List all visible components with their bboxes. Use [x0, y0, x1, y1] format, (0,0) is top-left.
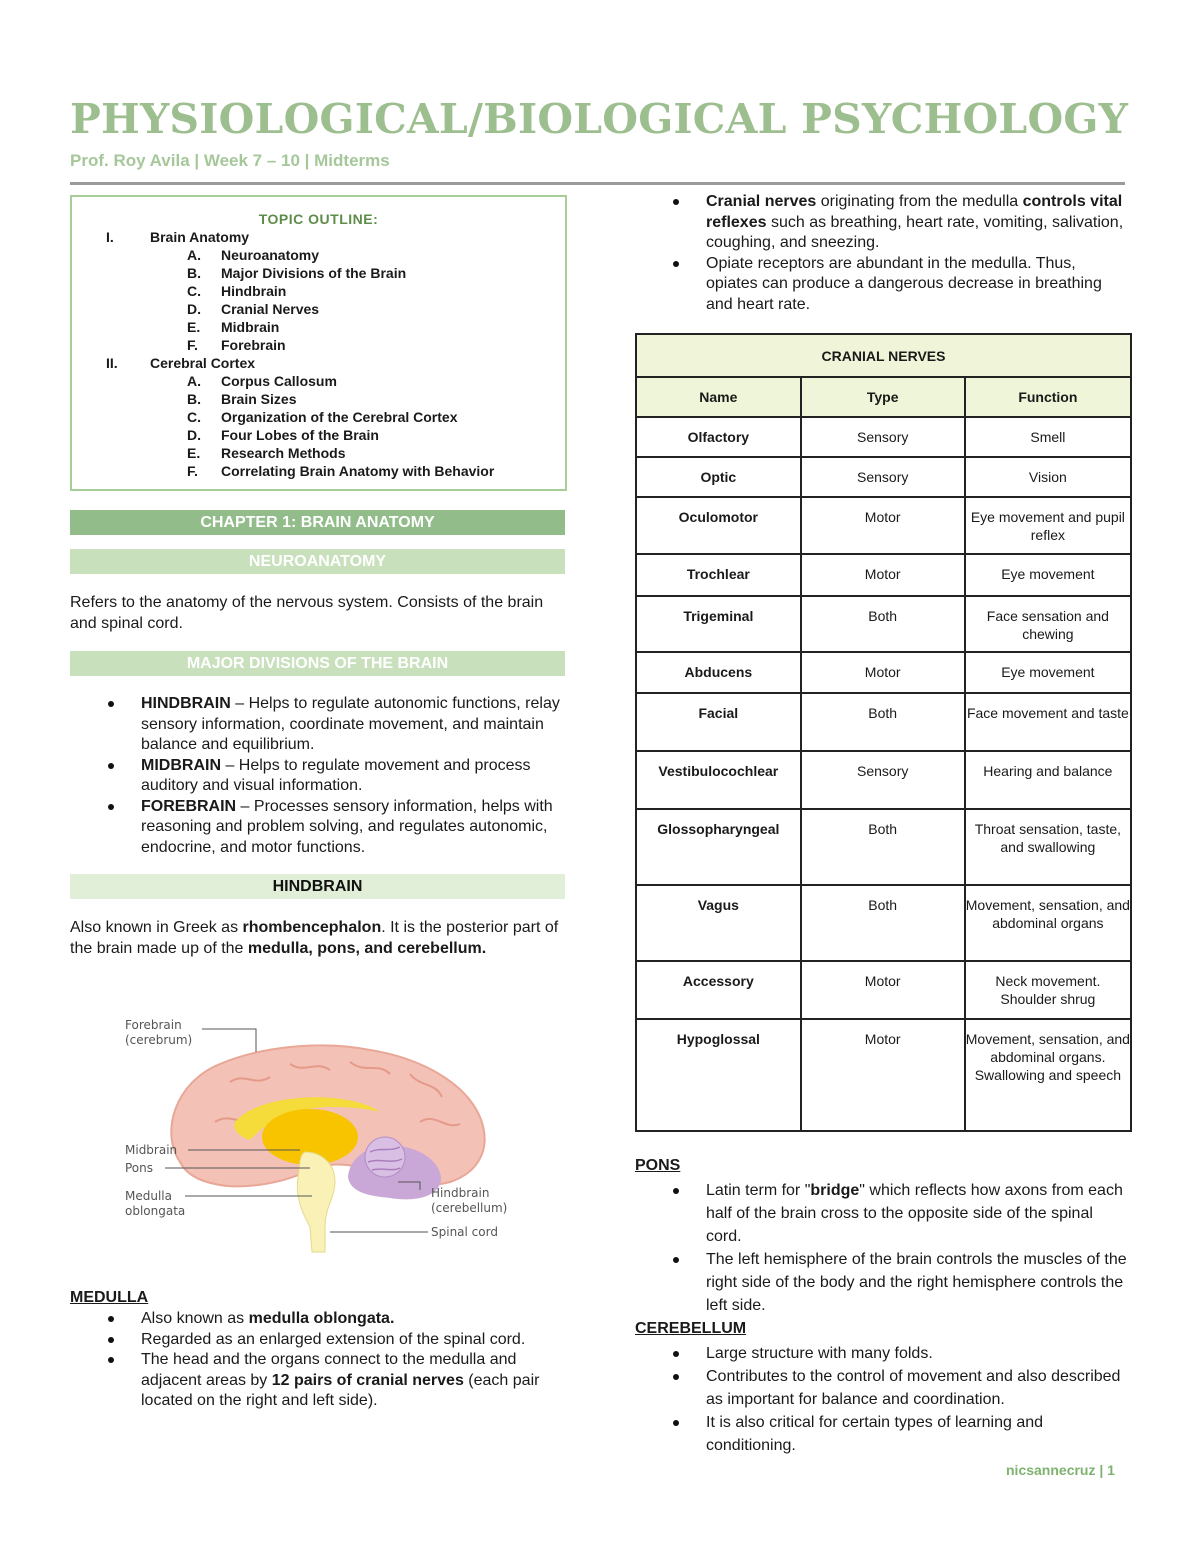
- table-row: [636, 652, 1131, 693]
- page-title: PHYSIOLOGICAL/BIOLOGICAL PSYCHOLOGY: [70, 95, 1129, 143]
- cereb-b2-text: Contributes to the control of movement and also described as important for balance and coordination.: [706, 1368, 1121, 1408]
- cell-function: Eye movement: [965, 554, 1131, 596]
- cell-type: Motor: [801, 497, 965, 554]
- bullet-icon: [673, 1420, 679, 1426]
- outline-item-label: Research Methods: [221, 445, 346, 461]
- brain-diagram: [120, 1012, 530, 1262]
- cell-function: Neck movement. Shoulder shrug: [965, 961, 1131, 1019]
- cerebellum-core: [365, 1137, 405, 1177]
- cell-name: Accessory: [636, 961, 801, 1019]
- bullet-icon: [673, 1188, 679, 1194]
- hindbrain-banner: HINDBRAIN: [70, 874, 565, 899]
- table-row: [636, 596, 1131, 652]
- bullet-icon: [673, 1351, 679, 1357]
- pons-b1-post: " which reflects how axons from each half of the brain cross to the opposite side of the spinal cord.: [706, 1182, 1123, 1245]
- header-divider: [70, 182, 1125, 185]
- cell-name: Trochlear: [636, 554, 801, 596]
- cell-type: Both: [801, 809, 965, 885]
- fig-label-cerebellum: (cerebellum): [431, 1201, 508, 1215]
- medulla-b1-bold: medulla oblongata.: [248, 1310, 395, 1327]
- bullet-icon: [108, 1316, 114, 1322]
- list-item: [706, 1342, 1128, 1365]
- list-item: [706, 192, 1128, 254]
- fig-label-forebrain: Forebrain: [125, 1018, 182, 1032]
- cereb-b3-text: It is also critical for certain types of learning and conditioning.: [706, 1414, 1044, 1454]
- major-divisions-banner: MAJOR DIVISIONS OF THE BRAIN: [70, 651, 565, 676]
- cell-type: Both: [801, 596, 965, 652]
- cell-function: Movement, sensation, and abdominal organs. Swallowing and speech: [965, 1019, 1131, 1131]
- bullet-icon: [673, 1374, 679, 1380]
- cell-type: Motor: [801, 554, 965, 596]
- cell-function: Eye movement and pupil reflex: [965, 497, 1131, 554]
- chapter-banner: CHAPTER 1: BRAIN ANATOMY: [70, 510, 565, 535]
- divisions-list: [141, 694, 566, 858]
- cell-name: Vestibulocochlear: [636, 751, 801, 809]
- brain-diagram-svg: [120, 1012, 530, 1262]
- table-row: [636, 751, 1131, 809]
- cell-type: Sensory: [801, 457, 965, 497]
- medulla-b2-text: Regarded as an enlarged extension of the spinal cord.: [141, 1330, 526, 1348]
- table-header-function: Function: [965, 377, 1131, 417]
- medulla-b3-bold: 12 pairs of cranial nerves: [271, 1371, 464, 1389]
- hindbrain-text: [70, 917, 565, 959]
- outline-item-num: E.: [187, 319, 201, 335]
- fig-label-hindbrain: Hindbrain: [431, 1186, 490, 1200]
- table-row: [636, 961, 1131, 1019]
- pons-b1-bold: bridge: [810, 1182, 860, 1199]
- medulla-heading: MEDULLA: [70, 1289, 149, 1306]
- bullet-icon: [108, 1357, 114, 1363]
- cell-name: Vagus: [636, 885, 801, 961]
- cell-function: Eye movement: [965, 652, 1131, 693]
- outline-item-label: Correlating Brain Anatomy with Behavior: [221, 463, 495, 479]
- cell-function: Vision: [965, 457, 1131, 497]
- outline-item-label: Hindbrain: [221, 283, 287, 299]
- table-row: [636, 554, 1131, 596]
- cereb-b1-text: Large structure with many folds.: [706, 1345, 933, 1362]
- hindbrain-term: rhombencephalon: [242, 919, 382, 936]
- outline-item-label: Cranial Nerves: [221, 301, 320, 317]
- outline-item-num: E.: [187, 445, 201, 461]
- bullet-icon: [673, 261, 679, 267]
- list-item: [141, 756, 566, 797]
- cell-name: Glossopharyngeal: [636, 809, 801, 885]
- list-item: [141, 1330, 566, 1351]
- cranial-b1-mid: originating from the medulla: [816, 193, 1023, 210]
- table-row: [636, 497, 1131, 554]
- outline-item-label: Forebrain: [221, 337, 286, 353]
- outline-item-num: D.: [187, 301, 201, 317]
- cranial-intro-list: [706, 192, 1128, 315]
- fig-label-midbrain: Midbrain: [125, 1143, 178, 1157]
- medulla-list: [141, 1309, 566, 1412]
- outline-section-label: Brain Anatomy: [150, 229, 250, 245]
- list-item: [706, 254, 1128, 316]
- outline-item-num: D.: [187, 427, 201, 443]
- cell-function: Smell: [965, 417, 1131, 457]
- division-term: MIDBRAIN: [141, 756, 221, 774]
- hindbrain-text-a: Also known in Greek as: [70, 919, 243, 936]
- cell-function: Face sensation and chewing: [965, 596, 1131, 652]
- cell-name: Olfactory: [636, 417, 801, 457]
- list-item: [141, 1309, 566, 1330]
- cell-type: Motor: [801, 652, 965, 693]
- page-subtitle: Prof. Roy Avila | Week 7 – 10 | Midterms: [70, 151, 390, 170]
- pons-b1-pre: Latin term for ": [706, 1182, 811, 1199]
- cerebellum-heading: CEREBELLUM: [635, 1320, 747, 1337]
- outline-item-label: Neuroanatomy: [221, 247, 320, 263]
- table-header-type: Type: [801, 377, 965, 417]
- cell-function: Face movement and taste: [965, 693, 1131, 751]
- outline-item-num: C.: [187, 409, 201, 425]
- cell-name: Trigeminal: [636, 596, 801, 652]
- outline-item-label: Corpus Callosum: [221, 373, 337, 389]
- neuroanatomy-text: Refers to the anatomy of the nervous system. Consists of the brain and spinal cord.: [70, 594, 544, 632]
- table-row: [636, 885, 1131, 961]
- outline-item-label: Four Lobes of the Brain: [221, 427, 379, 443]
- medulla-b3-post: (each pair located on the right and left side).: [141, 1371, 540, 1409]
- table-row: [636, 693, 1131, 751]
- cell-type: Both: [801, 693, 965, 751]
- bullet-icon: [108, 1337, 114, 1343]
- outline-item-num: A.: [187, 373, 201, 389]
- list-item: [706, 1179, 1128, 1248]
- fig-label-cerebrum: (cerebrum): [125, 1033, 193, 1047]
- list-item: [141, 1350, 566, 1412]
- outline-item-num: F.: [187, 337, 198, 353]
- outline-item-label: Midbrain: [221, 319, 280, 335]
- bullet-icon: [108, 763, 114, 769]
- pons-list: [706, 1179, 1128, 1317]
- list-item: [706, 1411, 1128, 1457]
- medulla-b3-text: The head and the organs connect to the medulla and adjacent areas by: [141, 1351, 517, 1389]
- outline-item-num: B.: [187, 265, 201, 281]
- cell-type: Sensory: [801, 751, 965, 809]
- cerebellum-list: [706, 1342, 1128, 1457]
- outline-item-num: C.: [187, 283, 201, 299]
- division-term: FOREBRAIN: [141, 797, 237, 815]
- outline-item-label: Major Divisions of the Brain: [221, 265, 407, 281]
- division-text: – Helps to regulate movement and process auditory and visual information.: [141, 756, 531, 794]
- fig-label-medulla: Medulla: [125, 1189, 172, 1203]
- outline-section-label: Cerebral Cortex: [150, 355, 256, 371]
- cell-function: Movement, sensation, and abdominal organs: [965, 885, 1131, 961]
- cranial-b1-bold2: controls vital reflexes: [706, 193, 1123, 231]
- outline-item-num: F.: [187, 463, 198, 479]
- division-text: – Processes sensory information, helps with reasoning and problem solving, and regulates autonomic, endocrine, and motor functions.: [141, 797, 553, 856]
- pons-heading: PONS: [635, 1157, 681, 1174]
- table-header-name: Name: [636, 377, 801, 417]
- cell-function: Hearing and balance: [965, 751, 1131, 809]
- bullet-icon: [673, 199, 679, 205]
- list-item: [706, 1365, 1128, 1411]
- cell-name: Facial: [636, 693, 801, 751]
- cell-type: Sensory: [801, 417, 965, 457]
- hindbrain-parts: medulla, pons, and cerebellum.: [247, 940, 487, 957]
- cell-type: Motor: [801, 961, 965, 1019]
- outline-item-label: Brain Sizes: [221, 391, 297, 407]
- cranial-b1-bold: Cranial nerves: [706, 193, 817, 210]
- outline-item-num: B.: [187, 391, 201, 407]
- neuroanatomy-banner: NEUROANATOMY: [70, 549, 565, 574]
- cell-type: Motor: [801, 1019, 965, 1131]
- outline-section-num: I.: [106, 229, 114, 245]
- pons-b2-text: The left hemisphere of the brain controls the muscles of the right side of the body and the right hemisphere controls the left side.: [706, 1251, 1127, 1314]
- cell-name: Oculomotor: [636, 497, 801, 554]
- bullet-icon: [108, 701, 114, 707]
- outline-section-num: II.: [106, 355, 118, 371]
- cranial-nerves-table: [635, 333, 1132, 1132]
- outline-item-num: A.: [187, 247, 201, 263]
- table-row: [636, 417, 1131, 457]
- page-footer: nicsannecruz | 1: [1006, 1462, 1115, 1478]
- cell-name: Hypoglossal: [636, 1019, 801, 1131]
- outline-item-label: Organization of the Cerebral Cortex: [221, 409, 458, 425]
- list-item: [141, 797, 566, 859]
- division-text: – Helps to regulate autonomic functions, relay sensory information, coordinate movement, and maintain balance and equilibrium.: [141, 695, 560, 753]
- fig-label-oblongata: oblongata: [125, 1204, 186, 1218]
- cranial-b2-text: Opiate receptors are abundant in the medulla. Thus, opiates can produce a dangerous decrease in breathing and heart rate.: [706, 254, 1102, 313]
- table-row: [636, 809, 1131, 885]
- topic-outline-box: [70, 195, 567, 491]
- cell-function: Throat sensation, taste, and swallowing: [965, 809, 1131, 885]
- hindbrain-text-b: . It is the posterior part of the brain made up of the: [70, 919, 559, 957]
- table-row: [636, 1019, 1131, 1131]
- list-item: [141, 694, 566, 756]
- division-term: HINDBRAIN: [141, 695, 231, 712]
- bullet-icon: [108, 804, 114, 810]
- outline-title: TOPIC OUTLINE:: [258, 211, 379, 227]
- list-item: [706, 1248, 1128, 1317]
- fig-label-spinal-cord: Spinal cord: [431, 1225, 498, 1239]
- bullet-icon: [673, 1257, 679, 1263]
- cell-name: Abducens: [636, 652, 801, 693]
- fig-label-pons: Pons: [125, 1161, 154, 1175]
- cell-name: Optic: [636, 457, 801, 497]
- table-row: [636, 457, 1131, 497]
- cell-type: Both: [801, 885, 965, 961]
- medulla-b1-text: Also known as: [141, 1310, 249, 1327]
- table-title: CRANIAL NERVES: [636, 334, 1131, 377]
- cranial-b1-post: such as breathing, heart rate, vomiting, salivation, coughing, and sneezing.: [706, 213, 1124, 251]
